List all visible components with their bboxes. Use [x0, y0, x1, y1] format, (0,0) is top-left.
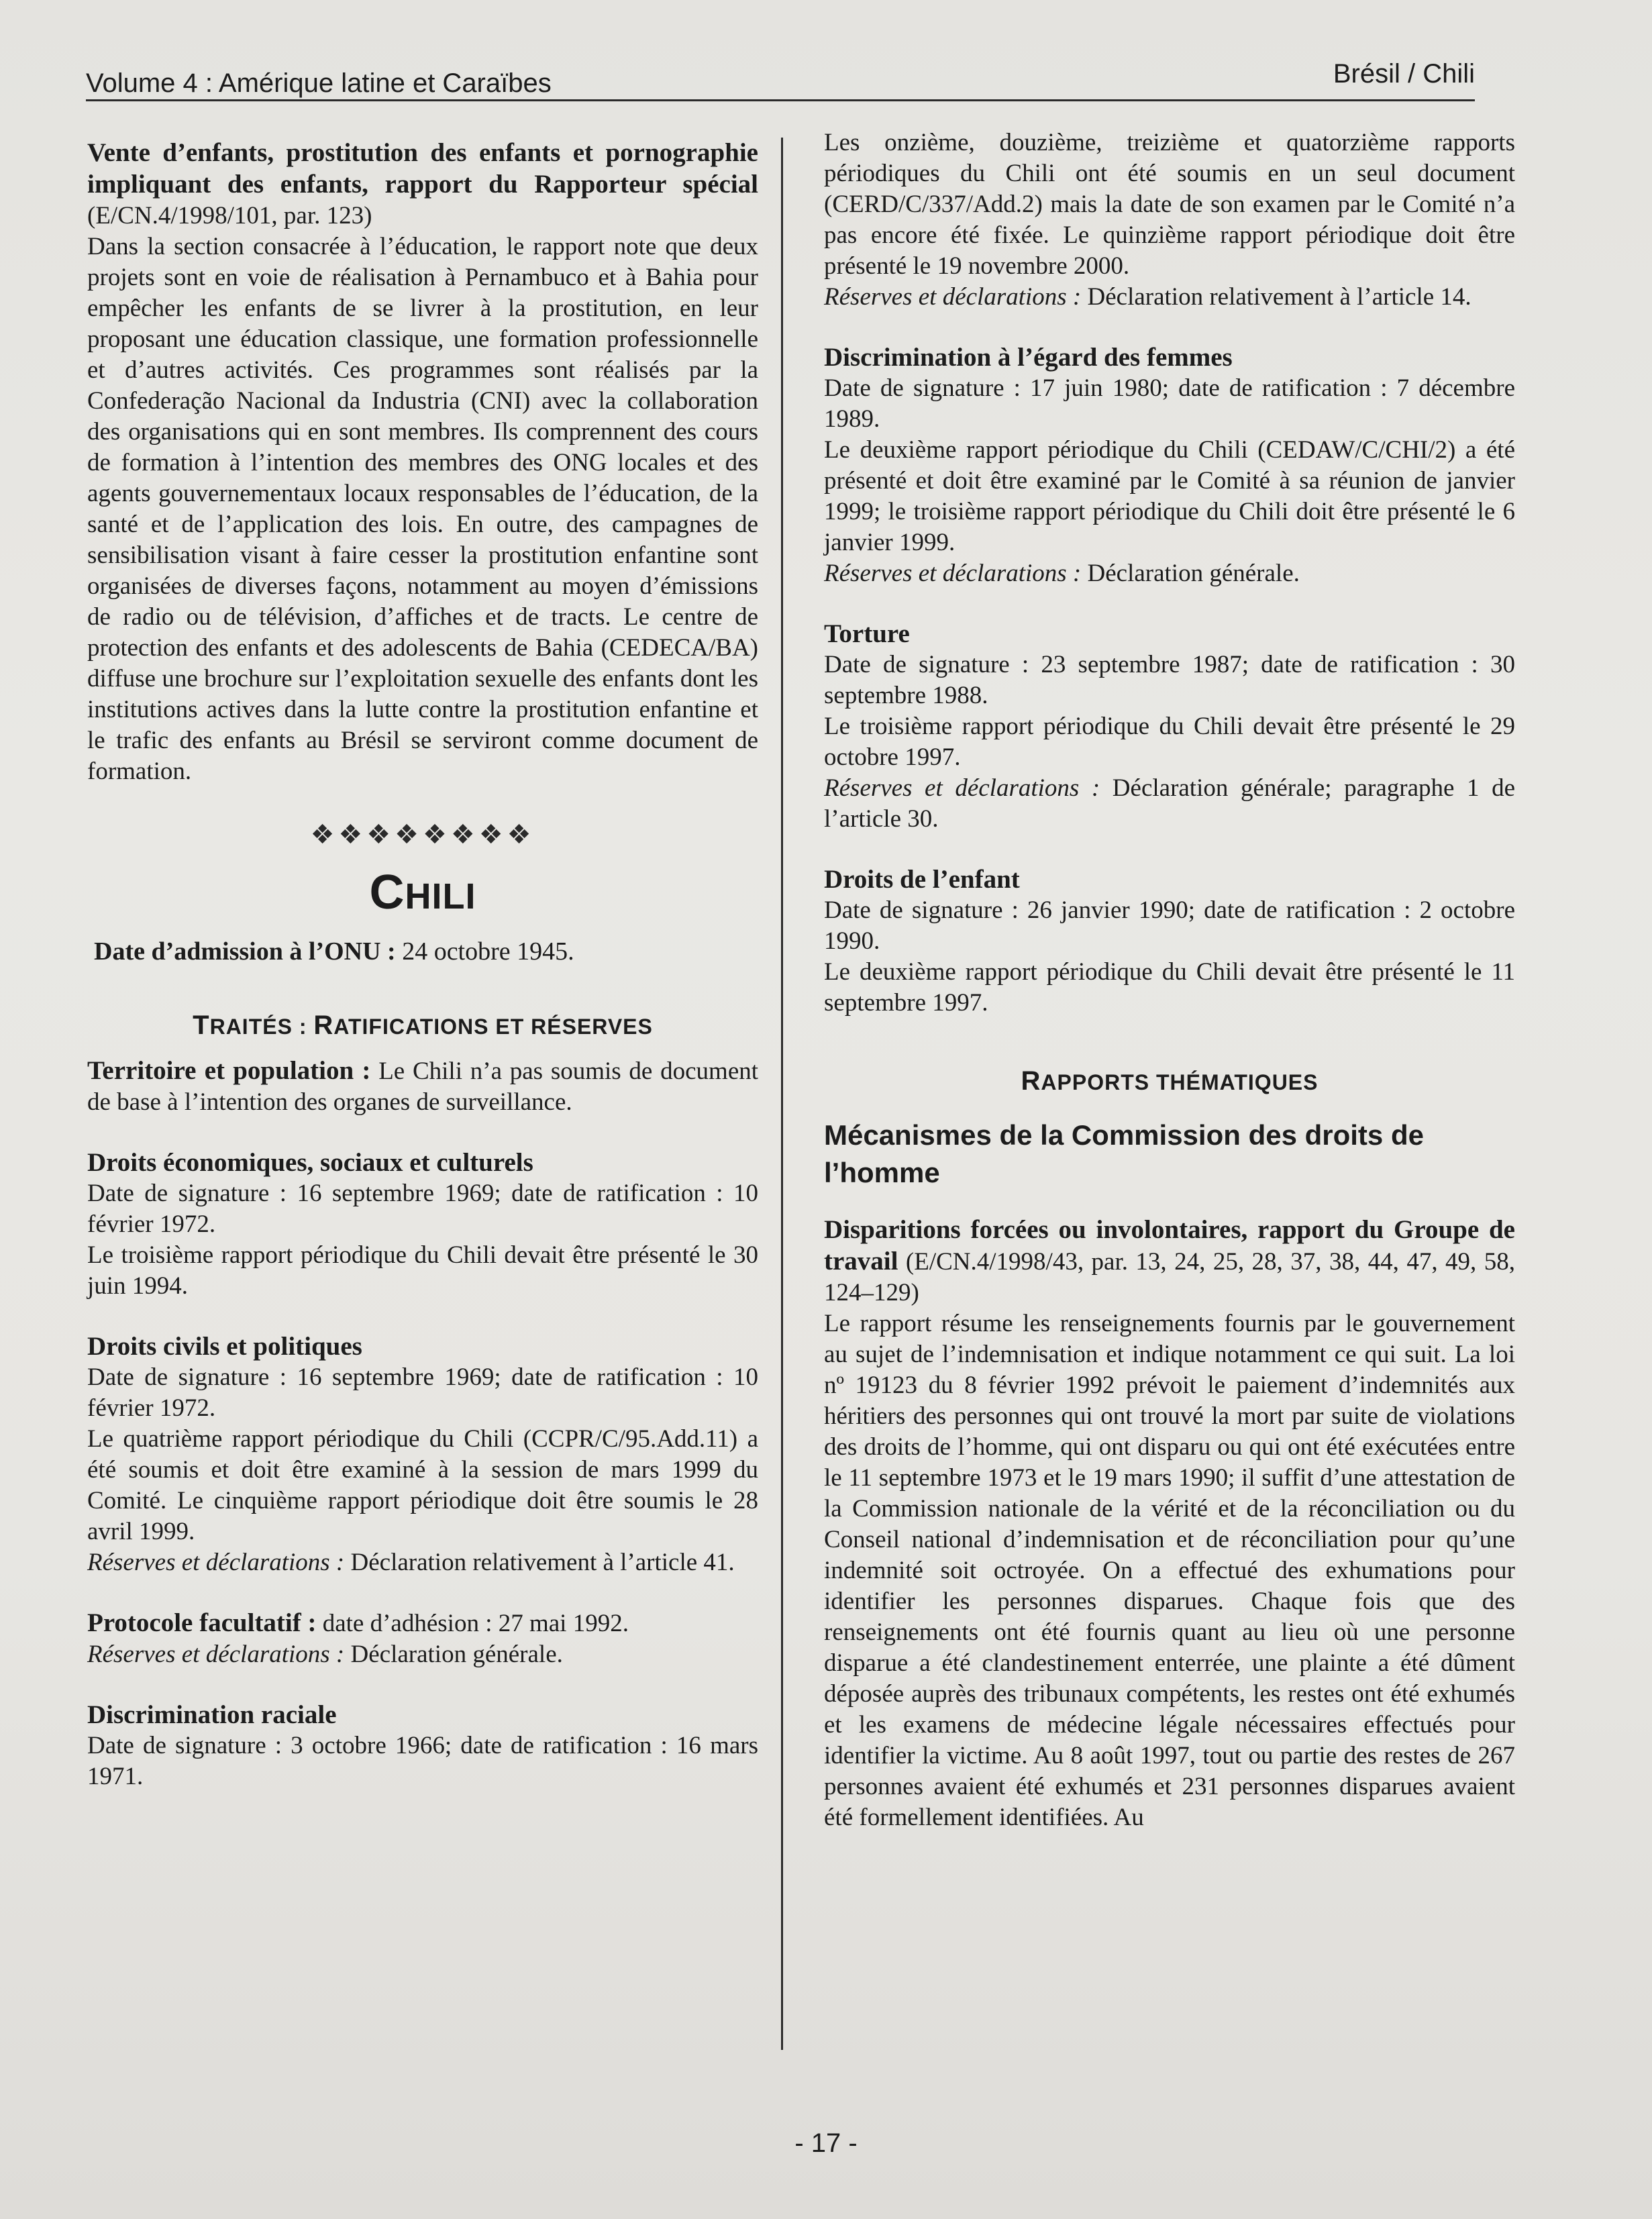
section-droits-enfant	[824, 864, 1515, 1019]
signature-dates: Date de signature : 26 janvier 1990; date de ratification : 2 octobre 1990.	[824, 896, 1515, 955]
section-body: Le rapport résume les renseignements fournis par le gouvernement au sujet de l’indemnisation et indique notamment ce qui suit. La loi nº 19123 du 8 février 1992 prévoit le paiement d’indemnités aux héritiers des personnes qui ont trouvé la mort par suite de violations des droits de l’homme, qui ont disparu ou qui ont été exécutées entre le 11 septembre 1973 et le 19 mars 1990; il suffit d’une attestation de la Commission nationale de la vérité et de la réconciliation ou du Conseil national d’indemnisation et de réconciliation pour qu’une indemnité soit octroyée. On a effectué des exhumations pour identifier les personnes disparues. Chaque fois que des renseignements ont été fournis quant au lieu où une personne disparue a été clandestinement enterrée, une plainte a été dûment déposée auprès des tribunaux compétents, les restes ont été exhumés et les examens de médecine légale nécessaires effectués pour identifier la victime. Au 8 août 1997, tout ou partie des restes de 267 personnes avaient été exhumés et 231 personnes disparues avaient été formellement identifiées. Au	[824, 1310, 1515, 1831]
column-divider	[781, 138, 783, 2050]
ornament-divider: ❖❖❖❖❖❖❖❖	[310, 819, 535, 850]
section-heading: Droits de l’enfant	[824, 865, 1020, 894]
treaties-heading-part-1: RAITÉS :	[209, 1015, 314, 1039]
report-status: Le troisième rapport périodique du Chili devait être présenté le 30 juin 1994.	[87, 1241, 758, 1300]
reservations-label: Réserves et déclarations :	[87, 1641, 345, 1668]
territoire-label: Territoire et population :	[87, 1056, 371, 1085]
reservations-text: Déclaration relativement à l’article 41.	[350, 1549, 735, 1576]
country-title-rest: HILI	[405, 876, 476, 917]
section-droits-economiques	[87, 1147, 758, 1302]
section-heading: Disparitions forcées ou involontaires, rapport du Groupe de travail	[824, 1215, 1515, 1276]
thematic-reports-heading	[824, 1066, 1515, 1098]
section-disparitions	[824, 1215, 1515, 1833]
reservations-text: Déclaration générale.	[1087, 560, 1300, 587]
signature-dates: Date de signature : 17 juin 1980; date de ratification : 7 décembre 1989.	[824, 374, 1515, 433]
page-number: - 17 -	[794, 2128, 858, 2158]
treaties-heading-initial-1: T	[193, 1011, 210, 1040]
treaties-heading-part-2: ATIFICATIONS ET RÉSERVES	[333, 1015, 653, 1039]
admission-date	[94, 936, 758, 967]
report-status: Le quatrième rapport périodique du Chili (CCPR/C/95.Add.11) a été soumis et doit être examiné à la session de mars 1999 du Comité. Le cinquième rapport périodique doit être soumis le 28 avril 1999.	[87, 1425, 758, 1545]
report-status: Le deuxième rapport périodique du Chili devait être présenté le 11 septembre 1997.	[824, 958, 1515, 1017]
country-title-initial: C	[369, 866, 405, 919]
left-column	[87, 138, 758, 1822]
section-heading: Droits civils et politiques	[87, 1332, 362, 1361]
section-protocole-facultatif	[87, 1608, 758, 1670]
section-reference: (E/CN.4/1998/101, par. 123)	[87, 202, 372, 229]
section-vente-enfants	[87, 138, 758, 787]
signature-dates: Date de signature : 3 octobre 1966; date de ratification : 16 mars 1971.	[87, 1732, 758, 1790]
section-discrimination-raciale	[87, 1700, 758, 1792]
section-discrimination-femmes	[824, 342, 1515, 589]
section-territoire	[87, 1055, 758, 1118]
reservations-label: Réserves et déclarations :	[824, 283, 1082, 311]
section-torture	[824, 619, 1515, 835]
reservations-text: Déclaration générale.	[350, 1641, 563, 1668]
section-body: Dans la section consacrée à l’éducation, le rapport note que deux projets sont en voie de réalisation à Pernambuco et à Bahia pour empêcher les enfants de se livrer à la prostitution, en leur proposant une éducation classique, une formation professionnelle et d’autres activités. Ces programmes sont réalisés par la Confederação Nacional da Industria (CNI) avec la collaboration des organisations qui en sont membres. Ils comprennent des cours de formation à l’intention des membres des ONG locales et des agents gouvernementaux locaux responsables de l’éducation, de la santé et de l’application des lois. En outre, des campagnes de sensibilisation visant à faire cesser la prostitution enfantine sont organisées de diverses façons, notamment au moyen d’émissions de radio ou de télévision, d’affiches et de tracts. Le centre de protection des enfants et des adolescents de Bahia (CEDECA/BA) diffuse une brochure sur l’exploitation sexuelle des enfants dont les institutions actives dans la lutte contre la prostitution enfantine et le trafic des enfants au Brésil se serviront comme document de formation.	[87, 233, 758, 785]
header-volume-title: Volume 4 : Amérique latine et Caraïbes	[86, 68, 552, 98]
signature-dates: Date de signature : 16 septembre 1969; date de ratification : 10 février 1972.	[87, 1363, 758, 1422]
section-heading: Discrimination à l’égard des femmes	[824, 343, 1233, 372]
mechanisms-subheading: Mécanismes de la Commission des droits de l’homme	[824, 1119, 1424, 1188]
country-title	[87, 866, 758, 919]
thematic-heading-rest: APPORTS THÉMATIQUES	[1041, 1070, 1319, 1094]
reservations-text: Déclaration relativement à l’article 14.	[1087, 283, 1472, 311]
signature-dates: Date de signature : 16 septembre 1969; date de ratification : 10 février 1972.	[87, 1180, 758, 1238]
reservations-label: Réserves et déclarations :	[87, 1549, 345, 1576]
protocole-text: date d’adhésion : 27 mai 1992.	[322, 1610, 629, 1637]
section-heading: Discrimination raciale	[87, 1700, 337, 1729]
reservations	[87, 1639, 758, 1670]
reservations-label: Réserves et déclarations :	[824, 560, 1082, 587]
protocole-label: Protocole facultatif :	[87, 1608, 317, 1637]
header-country-title: Brésil / Chili	[1333, 59, 1475, 89]
admission-value: 24 octobre 1945.	[402, 937, 574, 966]
treaties-heading	[87, 1010, 758, 1042]
reservations	[824, 773, 1515, 835]
reservations	[824, 282, 1515, 313]
reservations	[824, 558, 1515, 589]
section-discrimination-raciale-continued	[824, 127, 1515, 313]
right-column	[824, 127, 1515, 1863]
section-heading: Vente d’enfants, prostitution des enfants et pornographie impliquant des enfants, rapport du Rapporteur spécial	[87, 138, 758, 199]
report-status: Les onzième, douzième, treizième et quatorzième rapports périodiques du Chili ont été soumis en un seul document (CERD/C/337/Add.2) mais la date de son examen par le Comité n’a pas encore été fixée. Le quinzième rapport périodique doit être présenté le 19 novembre 2000.	[824, 129, 1515, 280]
thematic-heading-initial: R	[1021, 1066, 1041, 1096]
reservations-text: Déclaration générale; paragraphe 1 de l’article 30.	[824, 774, 1515, 833]
section-reference: (E/CN.4/1998/43, par. 13, 24, 25, 28, 37, 38, 44, 47, 49, 58, 124–129)	[824, 1248, 1515, 1306]
running-header	[86, 59, 1475, 101]
signature-dates: Date de signature : 23 septembre 1987; date de ratification : 30 septembre 1988.	[824, 651, 1515, 709]
reservations	[87, 1547, 758, 1578]
section-heading: Droits économiques, sociaux et culturels	[87, 1148, 533, 1177]
admission-label: Date d’admission à l’ONU :	[94, 937, 396, 966]
report-status: Le troisième rapport périodique du Chili devait être présenté le 29 octobre 1997.	[824, 713, 1515, 771]
report-status: Le deuxième rapport périodique du Chili (CEDAW/C/CHI/2) a été présenté et doit être examiné par le Comité à sa réunion de janvier 1999; le troisième rapport périodique du Chili doit être présenté le 6 janvier 1999.	[824, 436, 1515, 556]
territoire-text: Le Chili n’a pas soumis de document de base à l’intention des organes de surveillance.	[87, 1057, 759, 1116]
treaties-heading-initial-2: R	[313, 1011, 334, 1040]
reservations-label: Réserves et déclarations :	[824, 774, 1100, 802]
section-heading: Torture	[824, 619, 910, 648]
section-droits-civils	[87, 1331, 758, 1578]
